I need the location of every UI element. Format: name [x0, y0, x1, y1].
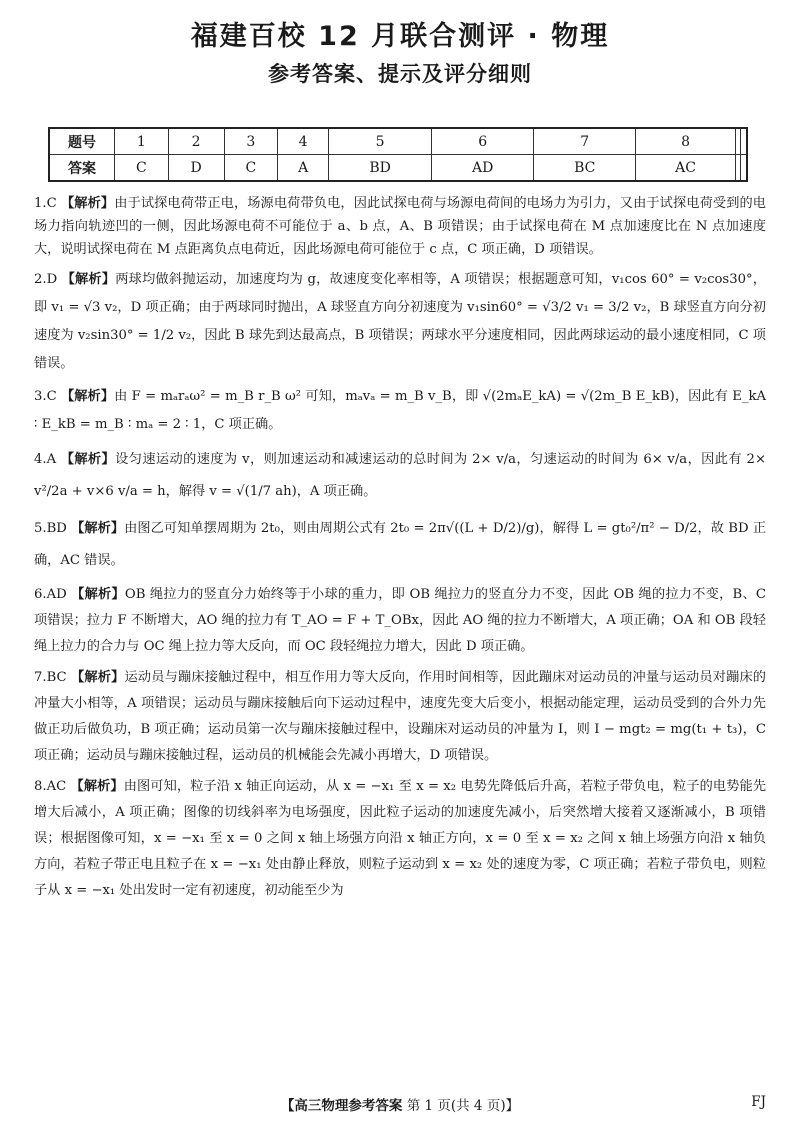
answer-cell: C — [115, 155, 169, 182]
solution-number: 3. — [34, 389, 47, 404]
question-number: 6 — [432, 128, 534, 155]
solution-item — [34, 582, 766, 660]
solution-text: 由 F = mₐrₐω² = m_B r_B ω² 可知，mₐvₐ = m_B v_B，即 √(2mₐE_kA) = √(2m_B E_kB)，因此有 E_kA ∶ E_kB = m_B ∶ mₐ = 2 ∶ 1，C 项正确。 — [34, 389, 767, 432]
answer-cell: D — [168, 155, 224, 182]
solution-answer: C — [46, 389, 57, 404]
answer-cell: AD — [432, 155, 534, 182]
page-subtitle: 参考答案、提示及评分细则 — [268, 62, 532, 86]
footer-page-number: 第 1 页(共 4 页)】 — [406, 1098, 520, 1114]
solutions-list — [34, 192, 766, 909]
analysis-tag: 【解析】 — [60, 452, 116, 467]
answer-cell: C — [224, 155, 278, 182]
solution-text: OB 绳拉力的竖直分力始终等于小球的重力，即 OB 绳拉力的竖直分力不变，因此 OB 绳的拉力不变，B、C 项错误；拉力 F 不断增大，AO 绳的拉力有 T_AO = F + T_OBx，因此 AO 绳的拉力不断增大，A 项正确；OA 和 OB 段轻绳上拉力的合力与 OC 绳上拉力等大反向，而 OC 段轻绳拉力增大，因此 D 项正确。 — [34, 587, 767, 654]
solution-number: 7. — [34, 670, 47, 685]
solution-item — [34, 774, 766, 904]
analysis-tag: 【解析】 — [70, 779, 124, 794]
answer-table — [48, 127, 748, 182]
solution-item — [34, 444, 766, 508]
solution-number: 8. — [34, 779, 47, 794]
question-number: 3 — [224, 128, 278, 155]
solution-item — [34, 513, 766, 577]
row-label-answer: 答案 — [49, 155, 115, 182]
solution-text: 由图可知，粒子沿 x 轴正向运动，从 x = −x₁ 至 x = x₂ 电势先降低后升高，若粒子带负电，粒子的电势能先增大后减小，A 项正确；图像的切线斜率为电场强度，因此粒子运动的加速度先减小，后突然增大接着又逐渐减小，B 项错误；根据图像可知，x = −x₁ 至 x = 0 之间 x 轴上场强方向沿 x 轴正方向，x = 0 至 x = x₂ 之间 x 轴上场强方向沿 x 轴负方向，若粒子带正电且粒子在 x = −x₁ 处由静止释放，则粒子运动到 x = x₂ 处的速度为零，C 项正确；若粒子带负电，则粒子从 x = −x₁ 处出发时一定有初速度，初动能至少为 — [34, 779, 767, 898]
solution-text: 由图乙可知单摆周期为 2t₀，则由周期公式有 2t₀ = 2π√((L + D/2)/g)，解得 L = gt₀²/π² − D/2，故 BD 正确，AC 错误。 — [34, 521, 767, 568]
analysis-tag: 【解析】 — [71, 521, 125, 536]
answer-table-answer-row — [49, 155, 747, 182]
solution-answer: AD — [46, 587, 67, 602]
page-footer — [0, 1094, 800, 1114]
analysis-tag: 【解析】 — [61, 196, 115, 211]
solution-number: 6. — [34, 587, 47, 602]
solution-text: 两球均做斜抛运动，加速度均为 g，故速度变化率相等，A 项错误；根据题意可知，v₁cos 60° = v₂cos30°，即 v₁ = √3 v₂，D 项正确；由于两球同时抛出，A 球竖直方向分初速度为 v₁sin60° = √3/2 v₁ = 3/2 v₂，B 球竖直方向分初速度为 v₂sin30° = 1/2 v₂，因此 B 球先到达最高点，B 项错误；两球水平分速度相同，因此两球运动的最小速度相同，C 项错误。 — [34, 272, 766, 371]
footer-region-code: FJ — [751, 1094, 766, 1110]
footer-doc-name: 【高三物理参考答案 — [280, 1098, 403, 1114]
solution-text: 由于试探电荷带正电，场源电荷带负电，因此试探电荷与场源电荷间的电场力为引力，又由于试探电荷受到的电场力指向轨迹凹的一侧，因此场源电荷不可能位于 a、b 点，A、B 项错误；由于试探电荷在 M 点加速度比在 N 点加速度大，说明试探电荷在 M 点距离负点电荷近，因此场源电荷可能位于 c 点，C 项正确，D 项错误。 — [34, 196, 766, 257]
analysis-tag: 【解析】 — [71, 670, 125, 685]
answer-table-number-row — [49, 128, 747, 155]
solution-number: 2. — [34, 272, 47, 287]
solution-number: 4. — [34, 452, 47, 467]
solution-answer: D — [46, 272, 58, 287]
solution-answer: C — [46, 196, 57, 211]
solution-answer: A — [46, 452, 57, 467]
question-number — [740, 128, 747, 155]
solution-item — [34, 266, 766, 378]
solution-answer: AC — [46, 779, 67, 794]
answer-cell: AC — [636, 155, 736, 182]
answer-cell: BD — [329, 155, 432, 182]
solution-answer: BC — [46, 670, 67, 685]
answer-cell: BC — [534, 155, 636, 182]
solution-answer: BD — [46, 521, 67, 536]
solution-text: 运动员与蹦床接触过程中，相互作用力等大反向，作用时间相等，因此蹦床对运动员的冲量与运动员对蹦床的冲量大小相等，A 项错误；运动员与蹦床接触后向下运动过程中，速度先变大后变小，根据动能定理，运动员受到的合外力先做正功后做负功，B 项正确；运动员第一次与蹦床接触过程中，设蹦床对运动员的冲量为 I，则 I − mgt₂ = mg(t₁ + t₃)，C 项正确；运动员与蹦床接触过程，运动员的机械能会先减小再增大，D 项错误。 — [34, 670, 766, 763]
solution-text: 设匀速运动的速度为 v，则加速运动和减速运动的总时间为 2× v/a，匀速运动的时间为 6× v/a，因此有 2× v²/2a + v×6 v/a = h，解得 v = √(1/7 ah)，A 项正确。 — [34, 452, 767, 499]
question-number: 7 — [534, 128, 636, 155]
answer-cell — [740, 155, 747, 182]
row-label-number: 题号 — [49, 128, 115, 155]
analysis-tag: 【解析】 — [60, 389, 115, 404]
question-number: 4 — [278, 128, 329, 155]
page-title: 福建百校 12 月联合测评 · 物理 — [190, 21, 610, 52]
question-number: 1 — [115, 128, 169, 155]
question-number: 5 — [329, 128, 432, 155]
solution-item — [34, 383, 766, 439]
solution-item — [34, 665, 766, 769]
analysis-tag: 【解析】 — [71, 587, 125, 602]
analysis-tag: 【解析】 — [61, 272, 116, 287]
solution-item — [34, 192, 766, 261]
answer-cell: A — [278, 155, 329, 182]
solution-number: 1. — [34, 196, 47, 211]
question-number: 2 — [168, 128, 224, 155]
solution-number: 5. — [34, 521, 47, 536]
question-number: 8 — [636, 128, 736, 155]
